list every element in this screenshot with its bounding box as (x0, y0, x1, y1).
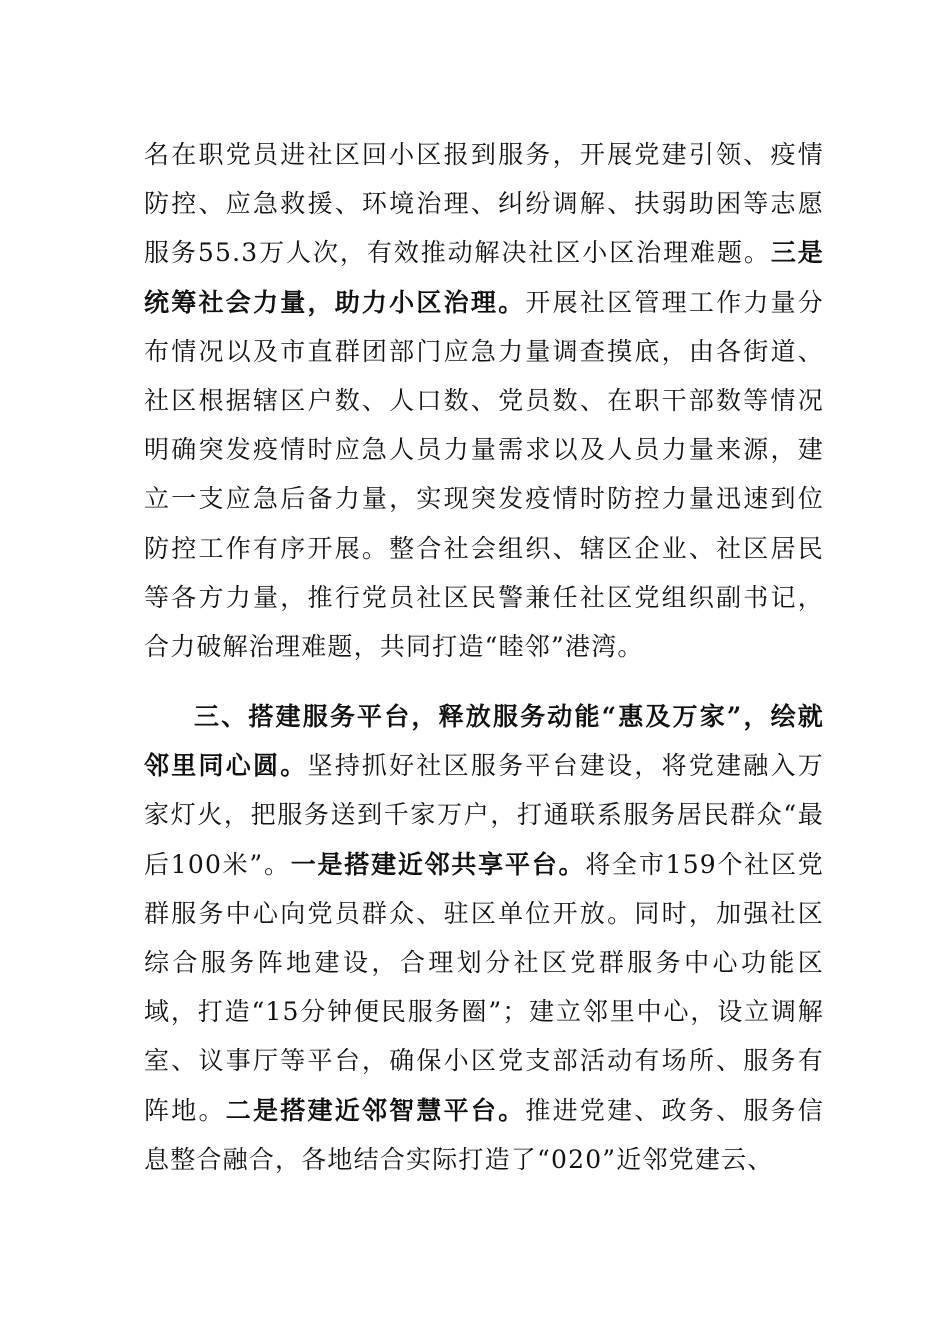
paragraph-1-bold-heading: 三是统筹社会力量，助力小区治理。 (144, 238, 824, 317)
paragraph-1-text-1: 名在职党员进社区回小区报到服务，开展党建引领、疫情防控、应急救援、环境治理、纠纷调解、扶弱助困等志愿服务55.3万人次，有效推动解决社区小区治理难题。 (144, 140, 824, 268)
section-heading: 三、搭建服务平台，释放服务动能“惠及万家”，绘就邻里同心圆。 (144, 702, 824, 781)
paragraph-2-text-3: 推进党建、政务、服务信息整合融合，各地结合实际打造了“020”近邻党建云、 (144, 1095, 825, 1174)
body-paragraph-1 (144, 130, 824, 671)
paragraph-2-text-2: 将全市159个社区党群服务中心向党员群众、驻区单位开放。同时，加强社区综合服务阵地建设，合理划分社区党群服务中心功能区域，打造“15分钟便民服务圈”；建立邻里中心，设立调解室、议事厅等平台，确保小区党支部活动有场所、服务有阵地。 (144, 849, 825, 1125)
body-paragraph-2 (144, 692, 824, 1184)
paragraph-1-text-2: 开展社区管理工作力量分布情况以及市直群团部门应急力量调查摸底，由各街道、社区根据辖区户数、人口数、党员数、在职干部数等情况明确突发疫情时应急人员力量需求以及人员力量来源，建立一支应急后备力量，实现突发疫情时防控力量迅速到位防控工作有序开展。整合社会组织、辖区企业、社区居民等各方力量，推行党员社区民警兼任社区党组织副书记，合力破解治理难题，共同打造“睦邻”港湾。 (144, 287, 825, 662)
paragraph-2-bold-heading-1: 一是搭建近邻共享平台。 (290, 849, 586, 879)
paragraph-2-bold-heading-2: 二是搭建近邻智慧平台。 (225, 1095, 526, 1125)
paragraph-2-text-1: 坚持抓好社区服务平台建设，将党建融入万家灯火，把服务送到千家万户，打通联系服务居民群众“最后100米”。 (144, 751, 824, 879)
